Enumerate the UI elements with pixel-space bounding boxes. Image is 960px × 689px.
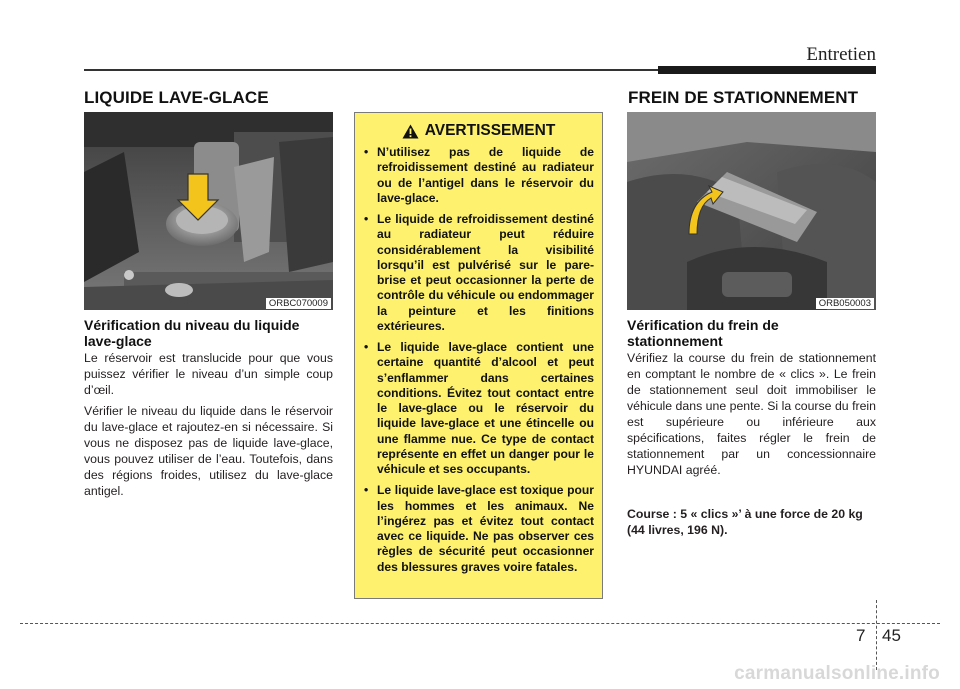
bullet: • bbox=[364, 483, 369, 498]
warning-item-text: Le liquide de refroidissement destiné au radiateur peut réduire considérablement la visibilité lorsqu’il est pulvérisé sur le pare-brise et peut occasionner la perte de contrôle du véhicule ou endommager la peinture et les finitions extérieures. bbox=[377, 212, 594, 333]
brake-check-subheading: Vérification du frein de stationnement bbox=[627, 317, 779, 349]
header-rule bbox=[84, 69, 658, 71]
bullet: • bbox=[364, 340, 369, 354]
paragraph: Vérifier le niveau du liquide dans le réservoir du lave-glace et rajoutez-en si nécessaire. Si vous ne disposez pas de liquide lave-glace, vous pouvez utiliser de l’eau. Toutefois, dans des régions froides, utilisez du lave-glace antigel. bbox=[84, 404, 333, 498]
footer-rule bbox=[20, 623, 940, 624]
footer-divider bbox=[876, 600, 877, 670]
washer-check-subheading: Vérification du niveau du liquide lave-glace bbox=[84, 317, 300, 349]
parking-brake-figure bbox=[627, 112, 876, 310]
engine-bay-illustration bbox=[84, 112, 333, 310]
watermark: carmanualsonline.info bbox=[734, 663, 940, 684]
figure-code: ORB050003 bbox=[816, 298, 874, 309]
bullet: • bbox=[364, 212, 369, 226]
warning-header bbox=[355, 122, 602, 140]
paragraph: Le réservoir est translucide pour que vous puissez vérifier le niveau d’un simple coup d’œil. bbox=[84, 351, 333, 397]
warning-item bbox=[363, 145, 594, 206]
warning-box bbox=[354, 112, 603, 599]
washer-fluid-heading: LIQUIDE LAVE-GLACE bbox=[84, 88, 269, 107]
page-number: 45 bbox=[882, 626, 901, 645]
running-header-title: Entretien bbox=[806, 44, 876, 65]
washer-body-text bbox=[84, 350, 333, 504]
bullet: • bbox=[364, 145, 369, 159]
washer-reservoir-figure bbox=[84, 112, 333, 310]
warning-item-text: Le liquide lave-glace contient une certaine quantité d’alcool et peut s’enflammer dans certaines conditions. Évitez tout contact entre le lave-glace ou le réservoir du liquide lave-glace et une étincelle ou une flamme nue. Ce type de contact représente en effet un danger pour le véhicule et ses occupants. bbox=[377, 340, 594, 476]
figure-code: ORBC070009 bbox=[266, 298, 331, 309]
warning-item-text: Le liquide lave-glace est toxique pour les hommes et les animaux. Ne l’ingérez pas et évitez tout contact avec ce liquide. Ne pas observer ces règles de sécurité peut occasionner des blessures graves voire fatales. bbox=[377, 483, 594, 574]
parking-brake-illustration bbox=[627, 112, 876, 310]
warning-item-text: N’utilisez pas de liquide de refroidissement destiné au radiateur ou de l’antigel dans le réservoir du lave-glace. bbox=[377, 145, 594, 205]
parking-brake-heading: FREIN DE STATIONNEMENT bbox=[628, 88, 859, 107]
warning-triangle-icon bbox=[402, 124, 419, 139]
brake-body-text: Vérifiez la course du frein de stationnement en comptant le nombre de « clics ». Le frein de stationnement seul doit immobiliser le véhicule dans une pente. Si la course du frein est supérieure ou inférieure aux spécifications, faites régler le frein de stationnement par un concessionnaire HYUNDAI agréé. bbox=[627, 351, 876, 477]
chapter-number: 7 bbox=[856, 626, 866, 645]
warning-item bbox=[363, 340, 594, 477]
brake-travel-spec: Course : 5 « clics »’ à une force de 20 kg (44 livres, 196 N). bbox=[627, 507, 863, 537]
warning-item bbox=[363, 483, 594, 575]
warning-item bbox=[363, 212, 594, 334]
warning-title: AVERTISSEMENT bbox=[424, 122, 556, 139]
header-bar bbox=[658, 66, 876, 74]
warning-list bbox=[363, 145, 594, 575]
